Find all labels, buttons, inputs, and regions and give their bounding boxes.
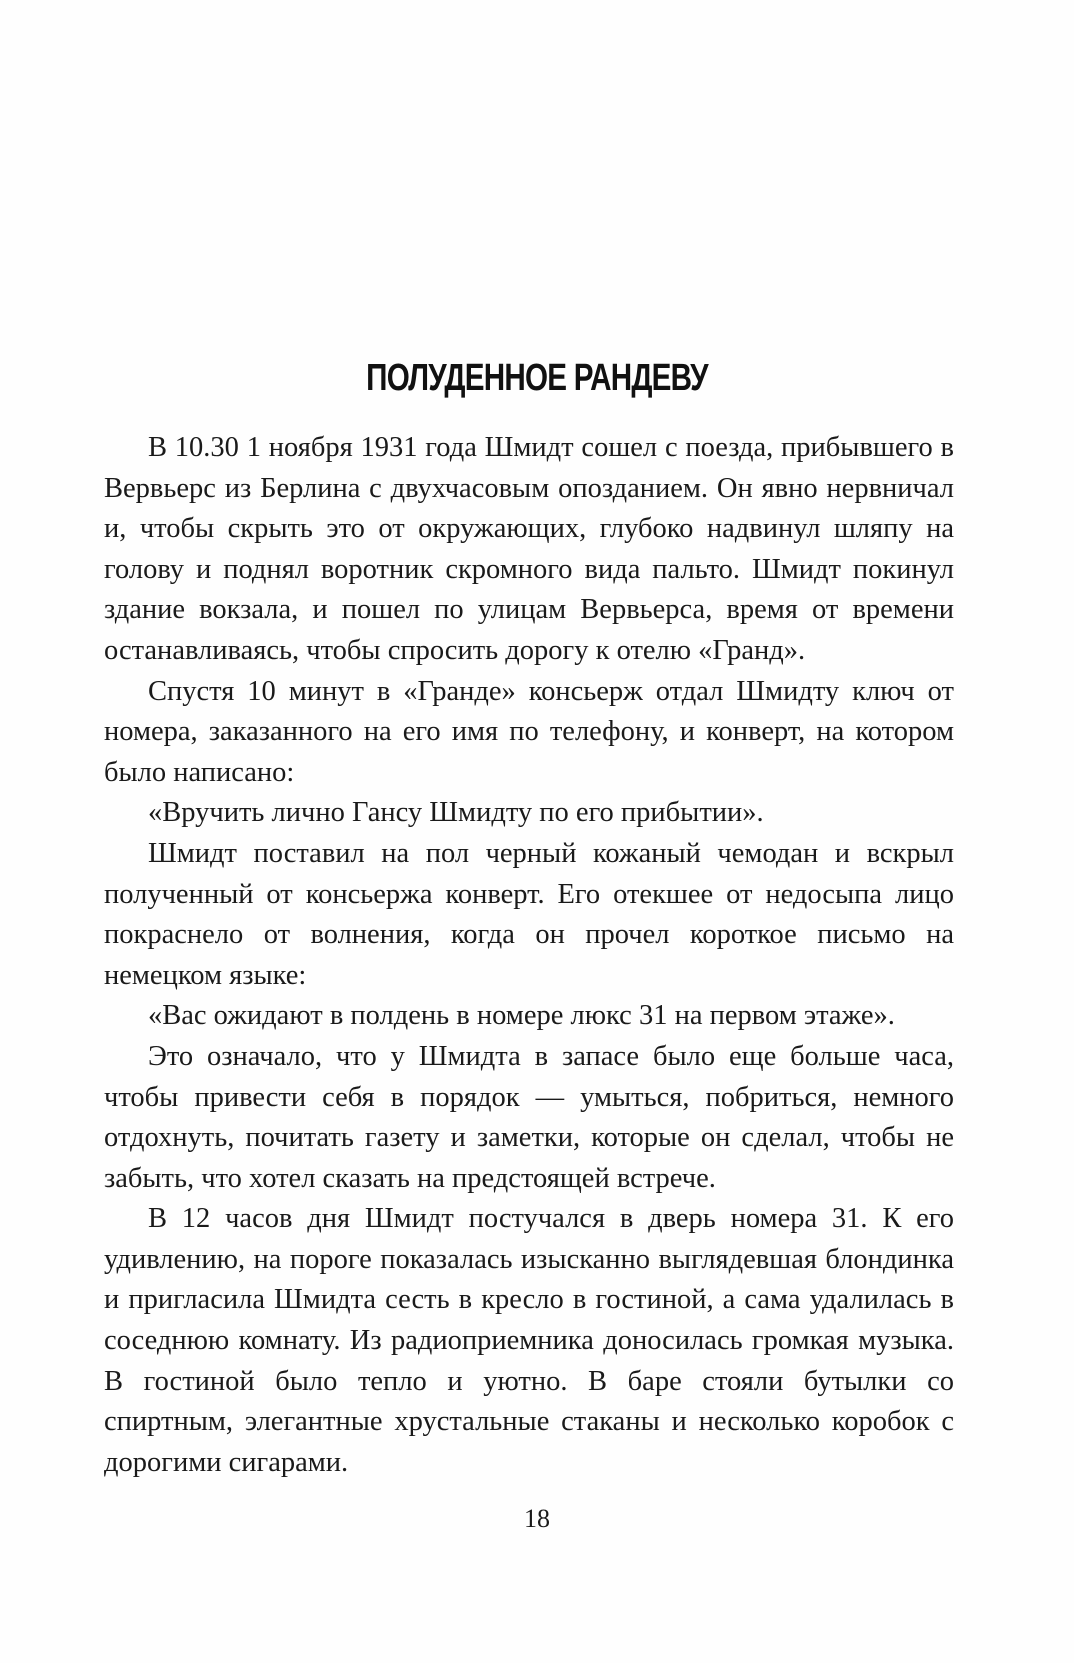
chapter-title: ПОЛУДЕННОЕ РАНДЕВУ: [366, 357, 708, 399]
body-text: [104, 428, 954, 1483]
paragraph-7: В 12 часов дня Шмидт постучался в дверь номера 31. К его удивлению, на пороге показалась изысканно выглядевшая блондинка и пригласила Шмидта сесть в кресло в гостиной, а сама удалилась в соседнюю комнату. Из радиоприемника доносилась громкая музыка. В гостиной было тепло и уютно. В баре стояли бутылки со спиртным, элегантные хрустальные стаканы и несколько коробок с дорогими сигарами.: [104, 1203, 954, 1478]
paragraph-1: В 10.30 1 ноября 1931 года Шмидт сошел с поезда, прибывшего в Вервьерс из Берлина с двухчасовым опозданием. Он явно нервничал и, чтобы скрыть это от окружающих, глубоко надвинул шляпу на голову и поднял воротник скромного вида пальто. Шмидт покинул здание вокзала, и пошел по улицам Вервьерса, время от времени останавливаясь, чтобы спросить дорогу к отелю «Гранд».: [104, 432, 954, 666]
paragraph-2: Спустя 10 минут в «Гранде» консьерж отдал Шмидту ключ от номера, заказанного на его имя по телефону, и конверт, на котором было написано:: [104, 675, 954, 788]
paragraph-5: «Вас ожидают в полдень в номере люкс 31 на первом этаже».: [148, 1000, 895, 1032]
paragraph-4: Шмидт поставил на пол черный кожаный чемодан и вскрыл полученный от консьержа конверт. Его отекшее от недосыпа лицо покраснело от волнения, когда он прочел короткое письмо на немецком языке:: [104, 837, 954, 991]
page-number: 18: [524, 1504, 550, 1533]
paragraph-6: Это означало, что у Шмидта в запасе было еще больше часа, чтобы привести себя в порядок — умыться, побриться, немного отдохнуть, почитать газету и заметки, которые он сделал, чтобы не забыть, что хотел сказать на предстоящей встрече.: [104, 1040, 954, 1194]
paragraph-3: «Вручить лично Гансу Шмидту по его прибытии».: [148, 797, 764, 829]
